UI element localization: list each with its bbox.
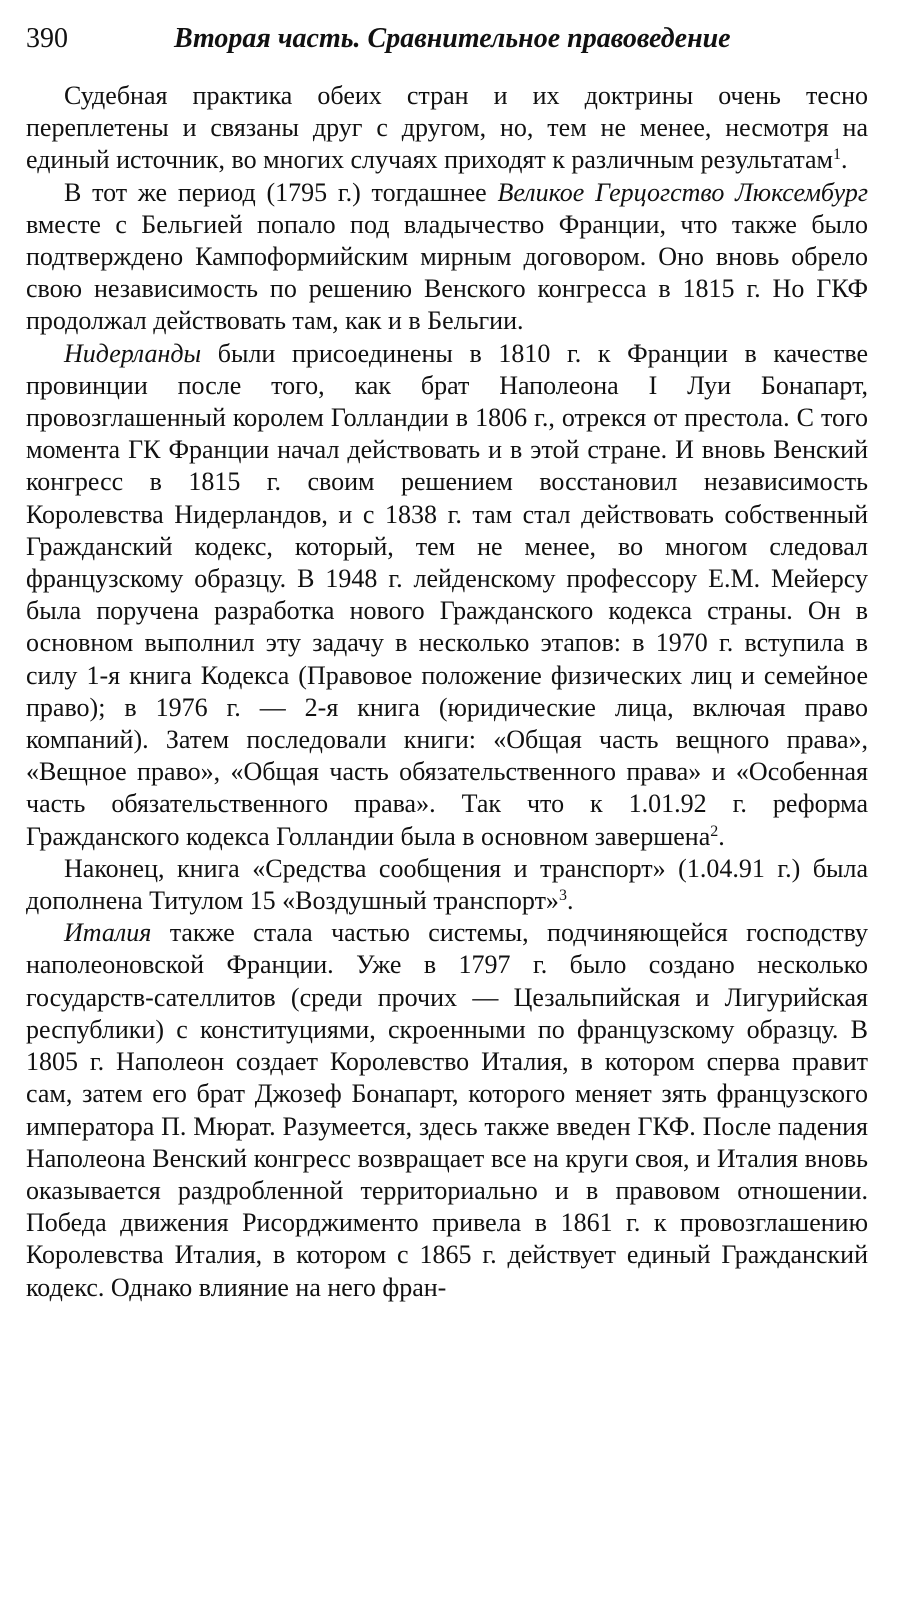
paragraph-text: Наконец, книга «Средства сообщения и транспорт» (1.04.91 г.) была дополнена Титулом 15 «Воздушный транспорт» [26,853,868,916]
footnote-marker: 2 [710,822,719,840]
paragraph-text: были присоединены в 1810 г. к Франции в качестве провинции после того, как брат Наполеона I Луи Бонапарт, провозглашенный королем Голландии в 1806 г., отрекся от престола. С того момента ГК Франции начал действовать и в этой стране. И вновь Венский конгресс в 1815 г. своим решением восстановил независимость Королевства Нидерландов, и с 1838 г. там стал действовать собственный Гражданский кодекс, который, тем не менее, во многом следовал французскому образцу. В 1948 г. лейденскому профессору Е.М. Мейерсу была поручена разработка нового Гражданского кодекса страны. Он в основном выполнил эту задачу в несколько этапов: в 1970 г. вступила в силу 1-я книга Кодекса (Правовое положение физических лиц и семейное право); в 1976 г. — 2-я книга (юридические лица, включая право компаний). Затем последовали книги: «Общая часть вещного права», «Вещное право», «Общая часть обязательственного права» и «Особенная часть обязательственного права». Так что к 1.01.92 г. реформа Гражданского кодекса Голландии была в основном завершена [26,338,868,851]
paragraph-3 [26,338,868,853]
emphasis-italy: Италия [64,918,152,948]
emphasis-netherlands: Нидерланды [64,338,202,368]
page-header [26,14,868,64]
paragraph-5 [26,917,868,1303]
book-page [26,14,868,1304]
paragraph-lead: В тот же период (1795 г.) тогдашнее [64,177,498,207]
paragraph-2 [26,177,868,338]
footnote-marker: 1 [833,146,841,164]
emphasis-luxembourg: Великое Герцогство Люксембург [497,177,869,207]
paragraph-4 [26,853,868,917]
paragraph-text: Судебная практика обеих стран и их доктрины очень тесно переплетены и связаны друг с другом, но, тем не менее, несмотря на единый источник, во многих случаях приходят к различным результатам [26,81,868,175]
paragraph-end: . [841,145,848,175]
running-title: Вторая часть. Сравнительное правоведение [174,23,731,54]
page-number: 390 [26,23,68,54]
footnote-marker: 3 [558,887,567,905]
paragraph-end: . [566,886,574,916]
paragraph-1 [26,80,868,177]
paragraph-text: вместе с Бельгией попало под владычество Франции, что также было подтверждено Кампоформийским мирным договором. Оно вновь обрело свою независимость по решению Венского конгресса в 1815 г. Но ГКФ продолжал действовать там, как и в Бельгии. [26,209,868,336]
body-text [26,80,868,1304]
paragraph-end: . [718,821,725,851]
paragraph-text: также стала частью системы, подчиняющейся господству наполеоновской Франции. Уже в 1797 г. было создано несколько государств-сателлитов (среди прочих — Цезальпийская и Лигурийская республики) с конституциями, скроенными по французскому образцу. В 1805 г. Наполеон создает Королевство Италия, в котором сперва правит сам, затем его брат Джозеф Бонапарт, которого меняет зять французского императора П. Мюрат. Разумеется, здесь также введен ГКФ. После падения Наполеона Венский конгресс возвращает все на круги своя, и Италия вновь оказывается раздробленной территориально и в правовом отношении. Победа движения Рисорджименто привела в 1861 г. к провозглашению Королевства Италия, в котором с 1865 г. действует единый Гражданский кодекс. Однако влияние на него фран- [26,918,868,1302]
